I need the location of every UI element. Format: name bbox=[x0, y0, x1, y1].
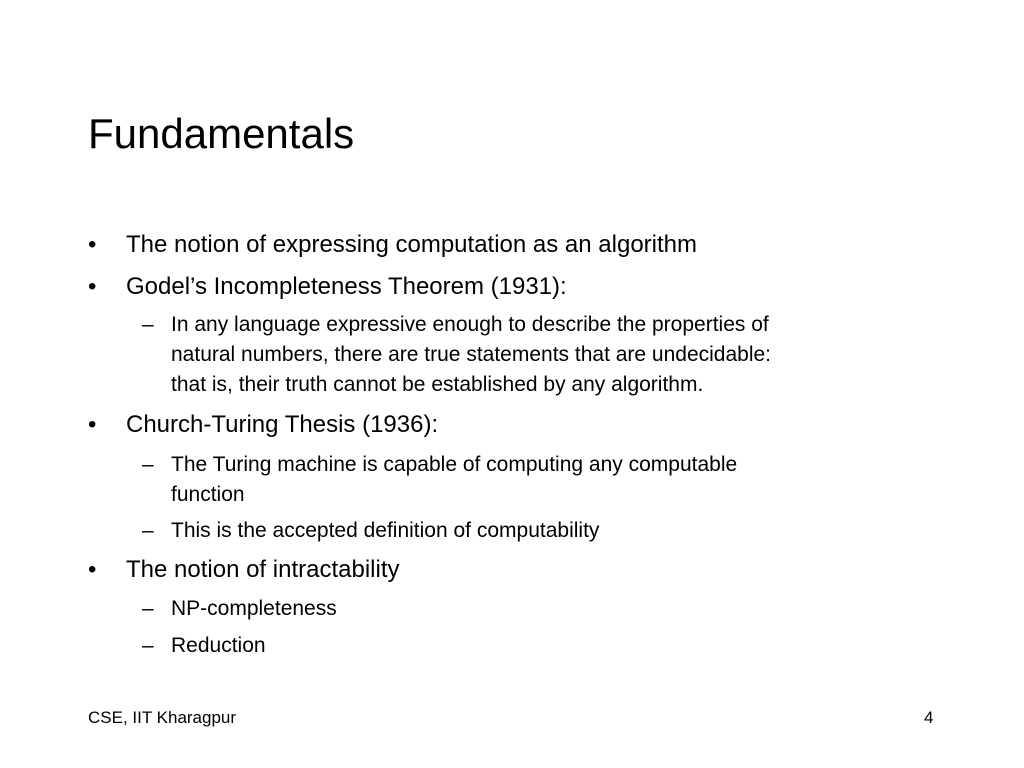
sub-bullet-marker: – bbox=[142, 634, 154, 657]
bullet-item bbox=[88, 556, 400, 584]
sub-bullet-line: natural numbers, there are true statements that are undecidable: bbox=[171, 343, 772, 366]
bullet-text: Church-Turing Thesis (1936): bbox=[126, 411, 439, 438]
sub-bullet-line: Reduction bbox=[171, 634, 266, 657]
sub-bullet-line: NP-completeness bbox=[171, 597, 337, 620]
sub-bullet-marker: – bbox=[142, 519, 154, 542]
slide-title: Fundamentals bbox=[88, 110, 355, 157]
sub-bullet-marker: – bbox=[142, 597, 154, 620]
sub-bullet-line: that is, their truth cannot be established by any algorithm. bbox=[171, 373, 704, 396]
bullet-marker: • bbox=[88, 231, 97, 258]
bullet-item bbox=[88, 231, 697, 259]
sub-bullet-item bbox=[142, 516, 931, 546]
bullet-item bbox=[88, 411, 439, 439]
bullet-marker: • bbox=[88, 273, 97, 300]
sub-bullet-line: function bbox=[171, 483, 245, 506]
page-number: 4 bbox=[924, 708, 934, 727]
bullet-item bbox=[88, 273, 567, 301]
sub-bullet-item bbox=[142, 631, 931, 661]
sub-bullet-line: This is the accepted definition of computability bbox=[171, 519, 600, 542]
sub-bullet-marker: – bbox=[142, 313, 154, 336]
sub-bullet-line: In any language expressive enough to describe the properties of bbox=[171, 313, 769, 336]
sub-bullet-item bbox=[142, 594, 931, 624]
bullet-marker: • bbox=[88, 556, 97, 583]
bullet-text: The notion of intractability bbox=[126, 556, 400, 583]
sub-bullet-marker: – bbox=[142, 453, 154, 476]
bullet-marker: • bbox=[88, 411, 97, 438]
sub-bullet-item bbox=[142, 310, 931, 400]
footer-source: CSE, IIT Kharagpur bbox=[88, 708, 237, 727]
sub-bullet-item bbox=[142, 450, 931, 510]
bullet-text: Godel’s Incompleteness Theorem (1931): bbox=[126, 273, 567, 300]
sub-bullet-line: The Turing machine is capable of computing any computable bbox=[171, 453, 738, 476]
bullet-text: The notion of expressing computation as an algorithm bbox=[126, 231, 697, 258]
